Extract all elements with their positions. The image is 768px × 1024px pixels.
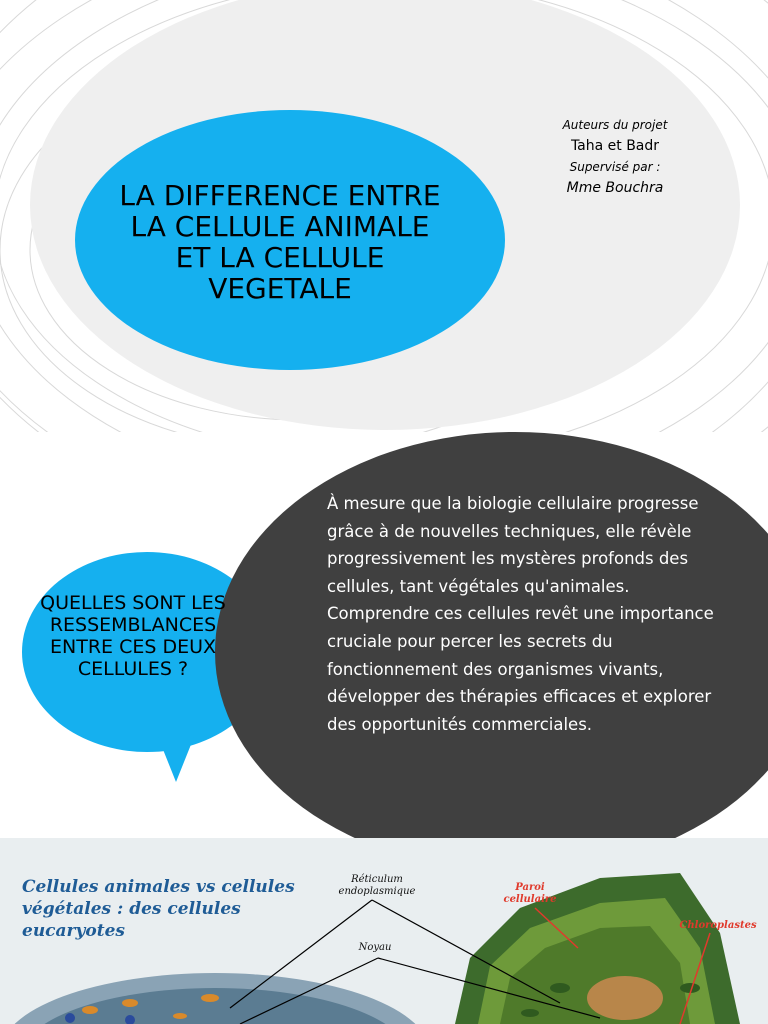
label-chloroplastes: Chloroplastes	[679, 920, 757, 931]
supervisor-name: Mme Bouchra	[566, 180, 664, 196]
label-paroi: Paroi cellulaire	[503, 882, 557, 905]
authors-label: Auteurs du projet	[562, 118, 668, 132]
main-title: LA DIFFERENCE ENTRE LA CELLULE ANIMALE ET LA CELLULE VEGETALE	[119, 179, 441, 305]
diagram-slide	[0, 838, 768, 1024]
authors-block	[520, 118, 710, 202]
question-text: QUELLES SONT LES RESSEMBLANCES ENTRE CES DEUX CELLULES ?	[40, 592, 226, 680]
paragraph-text: À mesure que la biologie cellulaire progresse grâce à de nouvelles techniques, elle révèle progressivement les mystères profonds des cellules, tant végétales qu'animales. Comprendre ces cellules revêt une importance cruciale pour percer les secrets du fonctionnement des organismes vivants, développer des thérapies efficaces et explorer des opportunités commerciales.	[327, 494, 714, 734]
supervised-label: Supervisé par :	[569, 160, 661, 174]
question-slide	[0, 432, 768, 838]
speech-bubble-tail	[158, 737, 194, 782]
label-noyau: Noyau	[358, 942, 392, 953]
diagram-title: Cellules animales vs cellules végétales : des cellules eucaryotes	[22, 877, 295, 941]
authors-names: Taha et Badr	[570, 138, 660, 154]
plant-cell-image	[455, 873, 740, 1024]
label-reticulum: Réticulum endoplasmique	[338, 874, 416, 897]
animal-cell-image	[0, 973, 430, 1024]
title-slide	[0, 0, 768, 432]
